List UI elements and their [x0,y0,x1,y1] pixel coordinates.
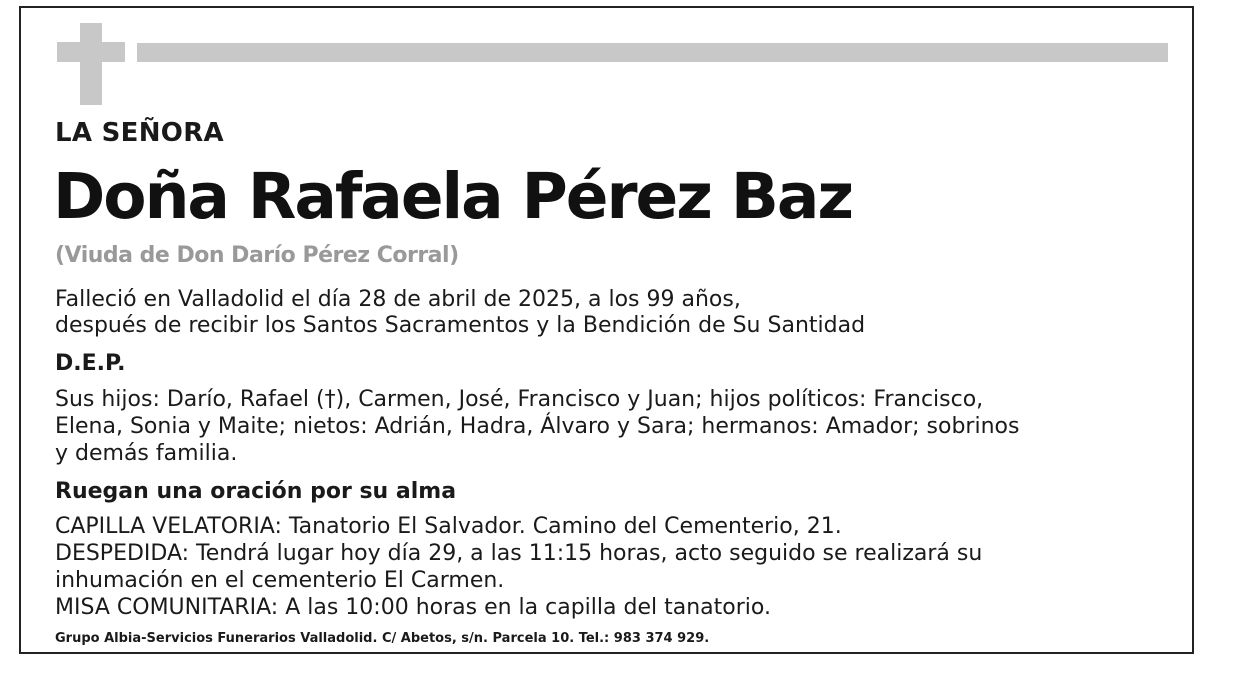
honorific: LA SEÑORA [55,118,224,148]
cross-icon-arm [57,42,125,62]
family-line-3: y demás familia. [55,441,238,466]
details-line-2: DESPEDIDA: Tendrá lugar hoy día 29, a las 11:15 horas, acto seguido se realizará su [55,541,983,566]
widow-of: (Viuda de Don Darío Pérez Corral) [55,243,459,268]
deceased-name: Doña Rafaela Pérez Baz [53,160,853,233]
rip-label: D.E.P. [55,351,126,376]
death-line-2: después de recibir los Santos Sacramentos y la Bendición de Su Santidad [55,313,866,338]
header-bar [137,43,1168,62]
cross-icon [80,23,102,105]
details-line-1: CAPILLA VELATORIA: Tanatorio El Salvador. Camino del Cementerio, 21. [55,514,842,539]
details-line-4: MISA COMUNITARIA: A las 10:00 horas en la capilla del tanatorio. [55,595,771,620]
death-line-1: Falleció en Valladolid el día 28 de abril de 2025, a los 99 años, [55,287,741,312]
prayer-request: Ruegan una oración por su alma [55,479,457,504]
details-line-3: inhumación en el cementerio El Carmen. [55,568,505,593]
family-line-2: Elena, Sonia y Maite; nietos: Adrián, Hadra, Álvaro y Sara; hermanos: Amador; sobrinos [55,414,1020,439]
family-line-1: Sus hijos: Darío, Rafael (†), Carmen, José, Francisco y Juan; hijos políticos: Francisco, [55,387,984,412]
funeral-home-footer: Grupo Albia-Servicios Funerarios Valladolid. C/ Abetos, s/n. Parcela 10. Tel.: 983 374 929. [55,631,710,646]
